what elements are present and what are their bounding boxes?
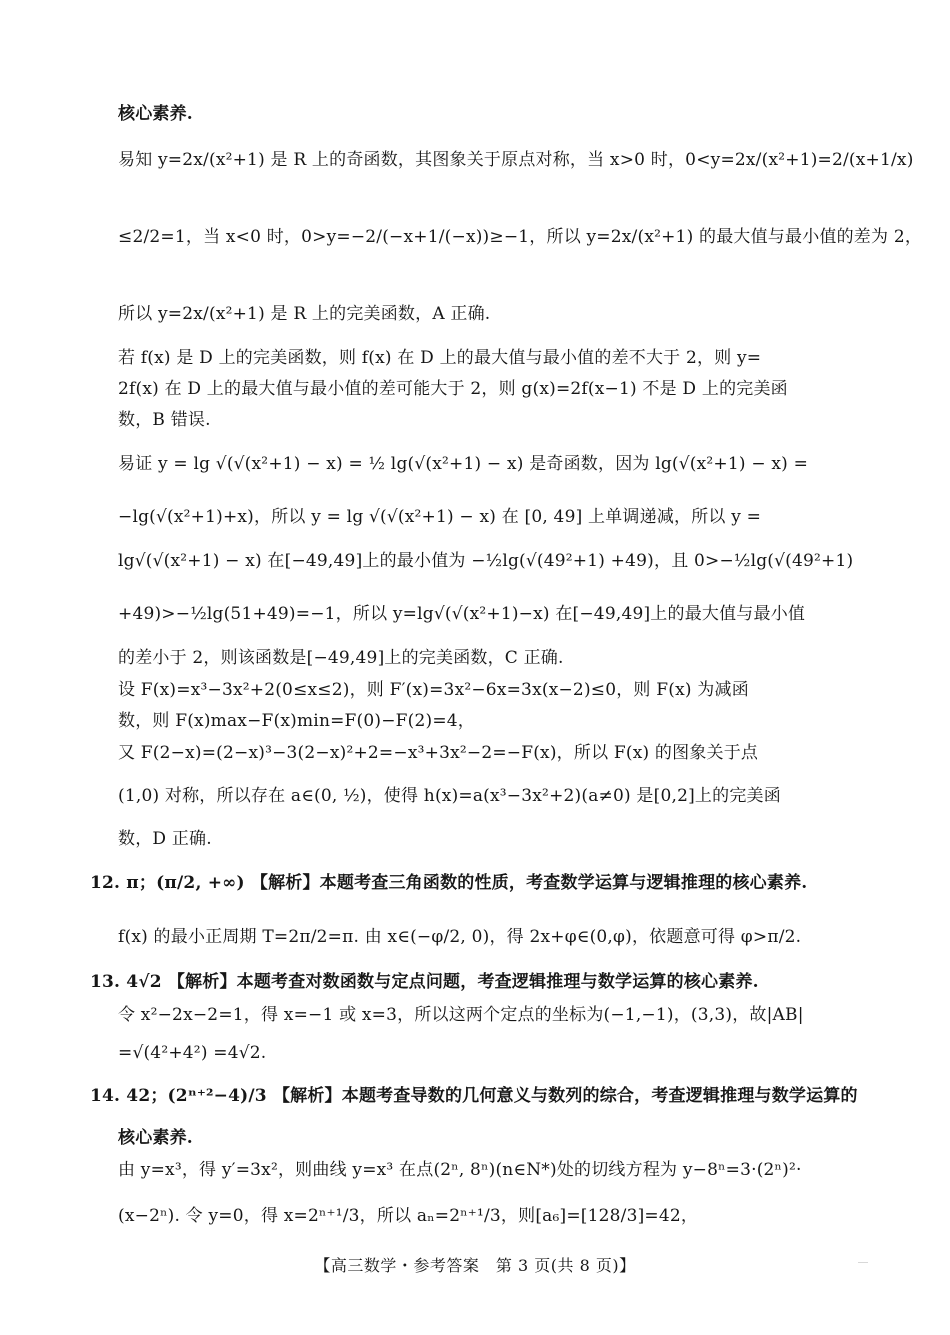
answer-12: 12. π；(π/2, +∞) 【解析】本题考查三角函数的性质，考查数学运算与逻辑推理的核心素养. xyxy=(90,873,808,893)
text-line: 又 F(2−x)=(2−x)³−3(2−x)²+2=−x³+3x²−2=−F(x)，所以 F(x) 的图象关于点 xyxy=(118,743,759,763)
text-line: 2f(x) 在 D 上的最大值与最小值的差可能大于 2，则 g(x)=2f(x−1) 不是 D 上的完美函 xyxy=(118,379,788,399)
text-line: 数，B 错误. xyxy=(118,410,211,430)
text-line: 数，D 正确. xyxy=(118,829,212,849)
text-line: 设 F(x)=x³−3x²+2(0≤x≤2)，则 F′(x)=3x²−6x=3x(x−2)≤0，则 F(x) 为减函 xyxy=(118,680,749,700)
text-line: +49)>−½lg(51+49)=−1，所以 y=lg√(√(x²+1)−x) 在[−49,49]上的最大值与最小值 xyxy=(118,604,806,624)
text-line: −lg(√(x²+1)+x)，所以 y = lg √(√(x²+1) − x) 在 [0, 49] 上单调递减，所以 y = xyxy=(118,507,762,527)
text-line: 易证 y = lg √(√(x²+1) − x) = ½ lg(√(x²+1) − x) 是奇函数，因为 lg(√(x²+1) − x) = xyxy=(118,454,809,474)
text-line: f(x) 的最小正周期 T=2π/2=π. 由 x∈(−φ/2, 0)，得 2x+φ∈(0,φ)，依题意可得 φ>π/2. xyxy=(118,927,802,947)
page-footer: 【高三数学・参考答案 第 3 页(共 8 页)】 xyxy=(314,1256,636,1275)
text-line: lg√(√(x²+1) − x) 在[−49,49]上的最小值为 −½lg(√(49²+1) +49)，且 0>−½lg(√(49²+1) xyxy=(118,551,854,571)
text-line: ≤2/2=1，当 x<0 时，0>y=−2/(−x+1/(−x))≥−1，所以 y=2x/(x²+1) 的最大值与最小值的差为 2， xyxy=(118,227,923,247)
text-line: (x−2ⁿ). 令 y=0，得 x=2ⁿ⁺¹/3，所以 aₙ=2ⁿ⁺¹/3，则[a₆]=[128/3]=42， xyxy=(118,1206,699,1226)
text-line: 的差小于 2，则该函数是[−49,49]上的完美函数，C 正确. xyxy=(118,648,564,668)
text-line: (1,0) 对称，所以存在 a∈(0, ½)，使得 h(x)=a(x³−3x²+2)(a≠0) 是[0,2]上的完美函 xyxy=(118,786,781,806)
text-line: 核心素养. xyxy=(118,1128,193,1148)
answer-14: 14. 42；(2ⁿ⁺²−4)/3 【解析】本题考查导数的几何意义与数列的综合，考查逻辑推理与数学运算的 xyxy=(90,1086,858,1106)
text-line: 所以 y=2x/(x²+1) 是 R 上的完美函数，A 正确. xyxy=(118,304,491,324)
answer-13: 13. 4√2 【解析】本题考查对数函数与定点问题，考查逻辑推理与数学运算的核心素养. xyxy=(90,972,759,992)
text-line: 由 y=x³，得 y′=3x²，则曲线 y=x³ 在点(2ⁿ, 8ⁿ)(n∈N*)处的切线方程为 y−8ⁿ=3·(2ⁿ)²· xyxy=(118,1160,802,1180)
text-line: 数，则 F(x)max−F(x)min=F(0)−F(2)=4， xyxy=(118,711,475,731)
text-line: 核心素养. xyxy=(118,104,193,124)
text-line: 易知 y=2x/(x²+1) 是 R 上的奇函数，其图象关于原点对称，当 x>0 时，0<y=2x/(x²+1)=2/(x+1/x) xyxy=(118,150,914,170)
text-line: 令 x²−2x−2=1，得 x=−1 或 x=3，所以这两个定点的坐标为(−1,−1)，(3,3)，故|AB| xyxy=(118,1005,804,1025)
text-line: =√(4²+4²) =4√2. xyxy=(118,1043,267,1063)
corner-mark xyxy=(858,1262,868,1267)
text-line: 若 f(x) 是 D 上的完美函数，则 f(x) 在 D 上的最大值与最小值的差不大于 2，则 y= xyxy=(118,348,762,368)
